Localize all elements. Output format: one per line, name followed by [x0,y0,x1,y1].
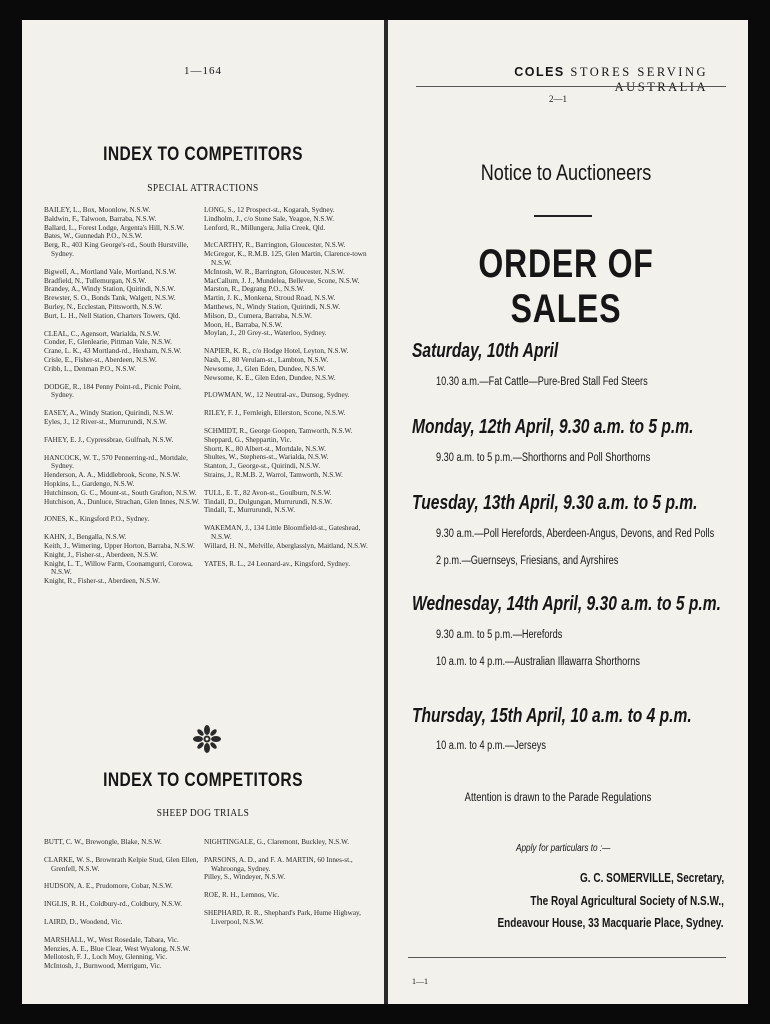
index-entry: TULL, E. T., 82 Avon-st., Goulburn, N.S.W. [204,488,332,497]
index-entry: INGLIS, R. H., Coldbury-rd., Coldbury, N.S.W. [44,900,183,909]
index-entry: Brandey, A., Windy Station, Quirindi, N.S.W. [44,285,176,294]
sale-day-heading: Tuesday, 13th April, 9.30 a.m. to 5 p.m. [412,492,698,514]
index-entry: Hutchison, A., Dunluce, Strachan, Glen Innes, N.S.W. [44,497,200,506]
attention-note: Attention is drawn to the Parade Regulations [464,792,652,804]
index-entry: Burley, N., Ecclestan, Pittsworth, N.S.W. [44,302,163,311]
running-head-text: STORES SERVING AUSTRALIA [570,65,708,94]
index-entry: Mellotosh, F. J., Loch Moy, Glenning, Vic. [44,953,168,962]
index-entry: NIGHTINGALE, G., Claremont, Buckley, N.S.W. [204,838,349,846]
index-entry: Martin, J. K., Monkena, Stroud Road, N.S.W. [204,294,336,303]
index-entry: Milson, D., Cumera, Barraba, N.S.W. [204,311,312,320]
special-index-subtitle: SPECIAL ATTRACTIONS [147,182,259,194]
index-entry: Knight, L. T., Willow Farm, Coonamgurri, Corowa, N.S.W. [44,559,193,577]
index-entry: HANCOCK, W. T., 570 Pennerring-rd., Mortdale, Sydney. [44,453,188,471]
index-entry: KAHN, J., Bengalla, N.S.W. [44,533,127,542]
sheep-dog-index-title: INDEX TO COMPETITORS [103,770,303,791]
index-entry: Menzies, A. E., Blue Clear, West Wyalong, N.S.W. [44,944,191,953]
index-entry: Hutchinson, G. C., Mount-st., South Grafton, N.S.W. [44,488,197,497]
sale-session: 10 a.m. to 4 p.m.—Jerseys [436,740,546,752]
index-entry: Newsome, K. E., Glen Eden, Dundee, N.S.W. [204,373,336,382]
index-entry: SHEPHARD, R. R., Shephard's Park, Hume Highway, Liverpool, N.S.W. [204,908,361,926]
page-folio: 2—1 [549,94,567,104]
index-entry: Eyles, J., 12 River-st., Murrurundi, N.S.W. [44,417,167,426]
index-entry: Crane, L. K., 43 Mortland-rd., Hexham, N.S.W. [44,347,182,356]
index-entry: WAKEMAN, J., 134 Little Bloomfield-st., Gateshead, N.S.W. [204,524,361,541]
index-entry: Moon, H., Barraba, N.S.W. [204,320,283,329]
index-entry: Matthews, N., Windy Station, Quirindi, N.S.W. [204,302,341,311]
index-entry: DODGE, R., 184 Penny Point-rd., Picnic Point, Sydney. [44,382,181,400]
index-entry: Bates, W., Gunnedah P.O., N.S.W. [44,232,143,241]
header-rule [416,86,726,87]
index-entry: Bigwell, A., Mortland Vale, Mortland, N.S.W. [44,267,177,276]
index-entry: Berg, R., 403 King George's-rd., South Hurstville, Sydney. [44,241,189,258]
index-entry: BUTT, C. W., Brewongle, Blake, N.S.W. [44,838,162,846]
index-entry: LONG, S., 12 Prospect-st., Kogarah, Sydney. [204,206,335,214]
special-index-column-2 [204,206,370,568]
index-entry: Bradfield, N., Tullemurgan, N.S.W. [44,276,147,285]
index-entry: FAHEY, E. J., Cypressbrae, Gulfnah, N.S.W. [44,435,174,444]
sale-session: 9.30 a.m. to 5 p.m.—Shorthorns and Poll Shorthorns [436,452,651,464]
index-entry: McIntosh, J., Burnwood, Merrigum, Vic. [44,962,162,971]
sale-session: 2 p.m.—Guernseys, Friesians, and Ayrshires [436,555,619,567]
sale-day-heading: Saturday, 10th April [412,340,559,362]
sheep-dog-index-subtitle: SHEEP DOG TRIALS [156,807,250,819]
signature-line: The Royal Agricultural Society of N.S.W., [530,894,724,908]
index-entry: Hopkins, L., Gardengo, N.S.W. [44,479,135,488]
index-entry: Baldwin, F., Talwoon, Barraba, N.S.W. [44,214,157,223]
index-entry: EASEY, A., Windy Station, Quirindi, N.S.W. [44,409,174,418]
signature-line: G. C. SOMERVILLE, Secretary, [579,871,724,885]
sale-day-heading: Wednesday, 14th April, 9.30 a.m. to 5 p.m. [412,593,721,615]
special-index-column-1 [44,206,202,586]
index-entry: NAPIER, K. R., c/o Hodge Hotel, Leyton, N.S.W. [204,347,349,356]
index-entry: Pilley, S., Windeyer, N.S.W. [204,873,286,882]
index-entry: McCARTHY, R., Barrington, Gloucester, N.S.W. [204,241,346,250]
signature-line: Endeavour House, 33 Macquarie Place, Sydney. [497,916,724,930]
index-entry: LAIRD, D., Woodend, Vic. [44,917,123,926]
title-rule [534,215,592,217]
order-of-sales-title: ORDER OF SALES [478,242,654,331]
running-head-brand: COLES [514,65,565,79]
footer-rule [408,957,726,958]
running-head [428,65,708,95]
apply-note: Apply for particulars to :— [516,843,611,854]
index-entry: PARSONS, A. D., and F. A. MARTIN, 60 Innes-st., Wahroonga, Sydney. [204,855,353,873]
index-entry: Tindall, D., Dulgungan, Murrurundi, N.S.W. [204,497,333,506]
index-entry: CLARKE, W. S., Brownrath Kelpie Stud, Glen Ellen, Grenfell, N.S.W. [44,855,199,873]
index-entry: Stanton, J., George-st., Quirindi, N.S.W. [204,462,320,471]
sale-session: 10 a.m. to 4 p.m.—Australian Illawarra Shorthorns [436,656,641,668]
index-entry: BAILEY, L., Box, Moonlow, N.S.W. [44,206,151,214]
index-entry: Marston, R., Degrang P.O., N.S.W. [204,285,305,294]
index-entry: Tindall, T., Murrurundi, N.S.W. [204,506,296,515]
index-entry: Strains, J., R.M.B. 2, Warrol, Tamworth, N.S.W. [204,470,343,479]
index-entry: PLOWMAN, W., 12 Neutral-av., Dunsog, Sydney. [204,391,350,400]
left-page [22,20,384,1004]
index-entry: MARSHALL, W., West Rosedale, Tabara, Vic. [44,935,179,944]
index-entry: Lenford, R., Millungera, Julia Creek, Qld. [204,223,326,232]
index-entry: Burt, L. H., Nell Station, Charters Towers, Qld. [44,311,181,320]
floral-ornament-icon [192,724,222,754]
index-entry: HUDSON, A. E., Prudomore, Cobar, N.S.W. [44,882,173,891]
index-entry: Moylan, J., 20 Grey-st., Waterloo, Sydney. [204,329,327,338]
sale-day-heading: Thursday, 15th April, 10 a.m. to 4 p.m. [412,705,692,727]
notice-title: Notice to Auctioneers [480,160,652,185]
sheep-dog-index-column-2 [204,838,370,927]
index-entry: Crisle, E., Fisher-st., Aberdeen, N.S.W. [44,355,157,364]
index-entry: McIntosh, W. R., Barrington, Gloucester, N.S.W. [204,267,345,276]
footer-folio: 1—1 [412,977,428,986]
sale-session: 9.30 a.m. to 5 p.m.—Herefords [436,629,563,641]
index-entry: Henderson, A. A., Middlebrook, Scone, N.S.W. [44,471,181,480]
index-entry: MacCallum, J. J., Mundelea, Bellevue, Scone, N.S.W. [204,276,360,285]
index-entry: CLEAL, C., Agensort, Warialda, N.S.W. [44,329,161,338]
index-entry: Cribb, L., Denman P.O., N.S.W. [44,364,137,373]
page-folio: 1—164 [184,65,222,77]
index-entry: Keith, J., Wimering, Upper Horton, Barraba, N.S.W. [44,541,195,550]
index-entry: Knight, R., Fisher-st., Aberdeen, N.S.W. [44,577,160,586]
sheep-dog-index-column-1 [44,838,202,971]
index-entry: Brewster, S. O., Bonds Tank, Walgett, N.S.W. [44,294,176,303]
index-entry: Newsome, J., Glen Eden, Dundee, N.S.W. [204,364,326,373]
sale-day-heading: Monday, 12th April, 9.30 a.m. to 5 p.m. [412,416,694,438]
index-entry: McGregor, K., R.M.B. 125, Glen Martin, Clarence-town N.S.W. [204,250,367,267]
index-entry: Lindholm, J., c/o Stone Sale, Yeagoe, N.S.W. [204,214,335,223]
index-entry: YATES, R. L., 24 Leonard-av., Kingsford, Sydney. [204,559,350,568]
index-entry: Shultes, W., Stephens-st., Warialda, N.S.W. [204,453,329,462]
index-entry: Shortt, K., 80 Albert-st., Mortdale, N.S.W. [204,444,326,453]
index-entry: Willard, H. N., Melville, Aberglasslyn, Maitland, N.S.W. [204,541,368,550]
index-entry: Conder, F., Glenlearie, Pittman Vale, N.S.W. [44,338,172,347]
index-entry: Knight, J., Fisher-st., Aberdeen, N.S.W. [44,550,158,559]
special-index-title: INDEX TO COMPETITORS [103,144,303,165]
index-entry: Nash, E., 80 Verulam-st., Lambton, N.S.W. [204,355,329,364]
sale-session: 9.30 a.m.—Poll Herefords, Aberdeen-Angus, Devons, and Red Polls [436,528,715,540]
index-entry: SCHMIDT, R., George Goopen, Tamworth, N.S.W. [204,426,353,435]
sale-session: 10.30 a.m.—Fat Cattle—Pure-Bred Stall Fed Steers [436,376,648,388]
index-entry: ROE, R. H., Lemnos, Vic. [204,891,280,900]
index-entry: RILEY, F. J., Fernleigh, Ellerston, Scone, N.S.W. [204,409,346,418]
right-page [388,20,748,1004]
index-entry: JONES, K., Kingsford P.O., Sydney. [44,515,150,524]
index-entry: Sheppard, G., Sheppartin, Vic. [204,435,292,444]
index-entry: Ballard, L., Forest Lodge, Argenta's Hill, N.S.W. [44,223,185,232]
